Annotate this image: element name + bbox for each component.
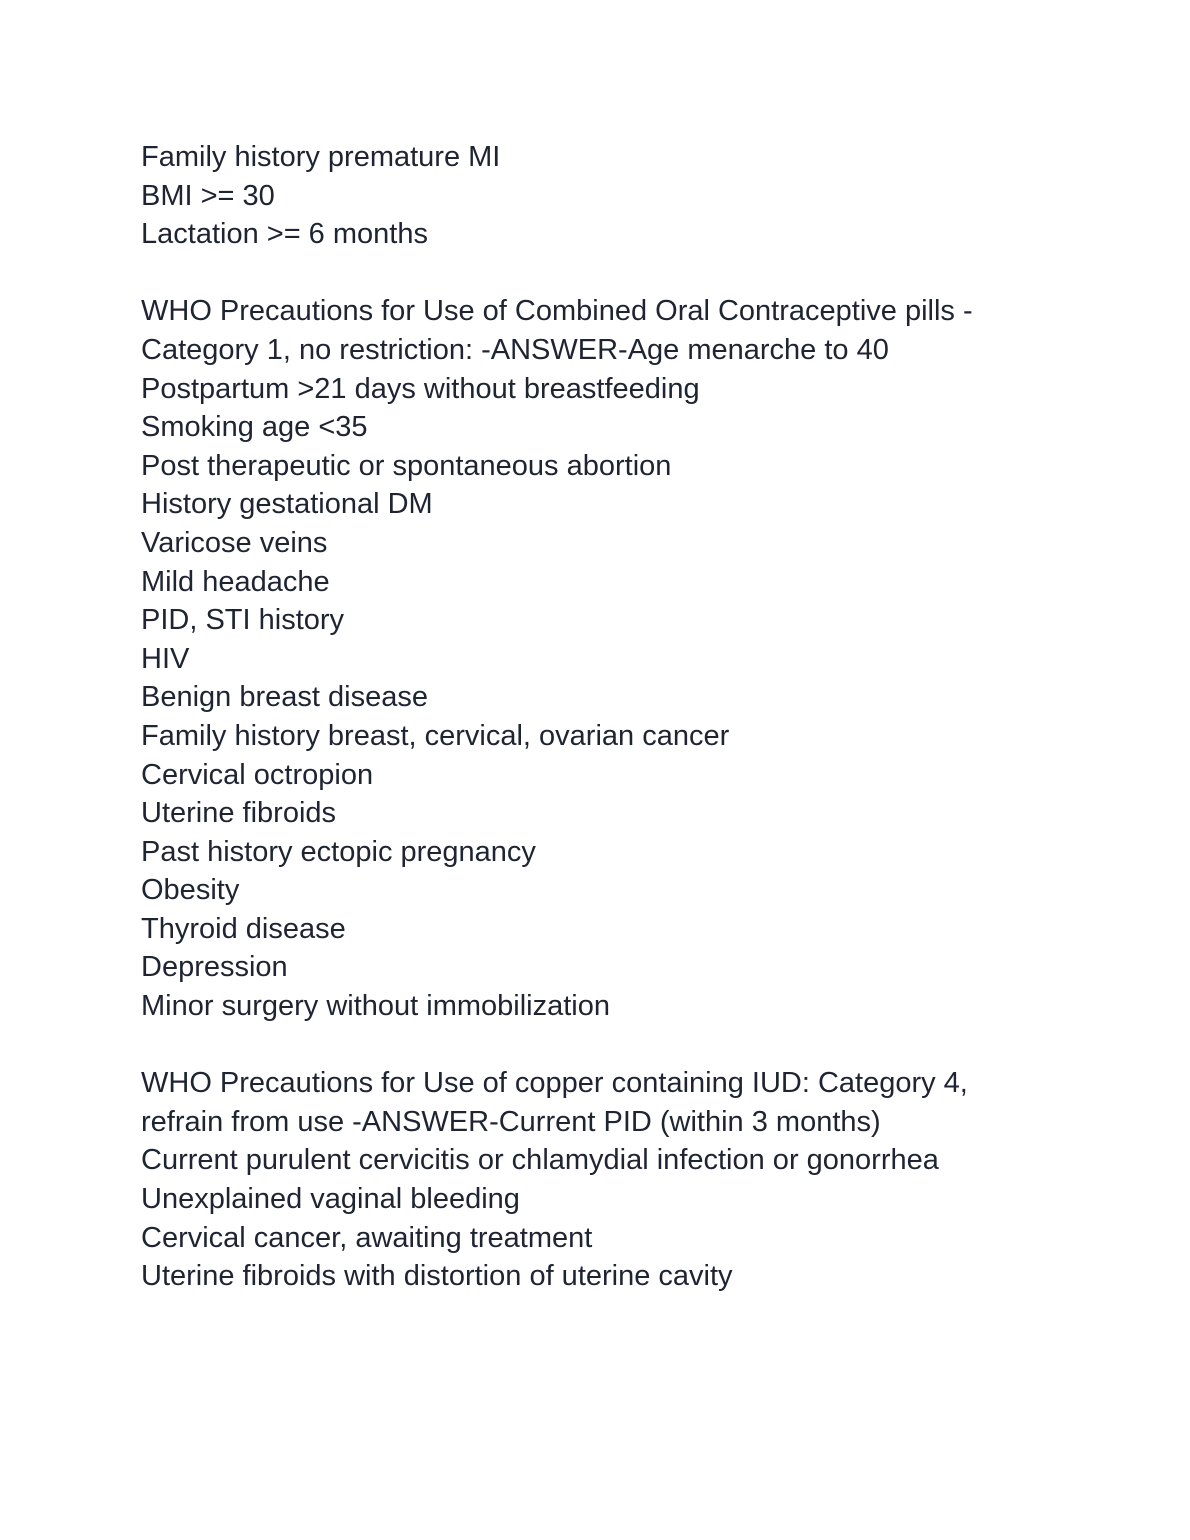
answer-line: Benign breast disease: [141, 681, 428, 714]
answer-line: Minor surgery without immobilization: [141, 990, 610, 1023]
answer-line: Past history ectopic pregnancy: [141, 835, 536, 868]
question-line: refrain from use -ANSWER-Current PID (within 3 months): [141, 1105, 881, 1138]
risk-factors-block: [141, 138, 1041, 254]
document-body: [141, 138, 1041, 1296]
answer-line: Uterine fibroids: [141, 797, 337, 830]
coc-category-1-block: [141, 292, 1041, 1025]
answer-line: HIV: [141, 642, 190, 675]
answer-line: Obesity: [141, 874, 240, 907]
answer-line: Uterine fibroids with distortion of uterine cavity: [141, 1260, 733, 1293]
answer-line: Family history breast, cervical, ovarian cancer: [141, 719, 730, 752]
answer-line: Varicose veins: [141, 526, 328, 559]
answer-line: Unexplained vaginal bleeding: [141, 1183, 520, 1216]
text-line: Lactation >= 6 months: [141, 218, 428, 251]
answer-line: PID, STI history: [141, 604, 345, 637]
answer-line: Smoking age <35: [141, 411, 368, 444]
question-line: WHO Precautions for Use of copper containing IUD: Category 4,: [141, 1067, 968, 1100]
answer-line: Postpartum >21 days without breastfeeding: [141, 372, 700, 405]
answer-line: Mild headache: [141, 565, 330, 598]
answer-line: History gestational DM: [141, 488, 433, 521]
text-line: Family history premature MI: [141, 141, 501, 173]
answer-line: Depression: [141, 951, 288, 984]
answer-line: Cervical octropion: [141, 758, 374, 791]
answer-line: Post therapeutic or spontaneous abortion: [141, 449, 672, 482]
answer-line: Current purulent cervicitis or chlamydial infection or gonorrhea: [141, 1144, 939, 1177]
question-line: WHO Precautions for Use of Combined Oral Contraceptive pills -: [141, 295, 973, 328]
answer-line: Cervical cancer, awaiting treatment: [141, 1221, 593, 1254]
answer-line: Thyroid disease: [141, 912, 346, 945]
question-line: Category 1, no restriction: -ANSWER-Age menarche to 40: [141, 333, 889, 366]
iud-category-4-block: [141, 1064, 1041, 1296]
text-line: BMI >= 30: [141, 179, 275, 212]
